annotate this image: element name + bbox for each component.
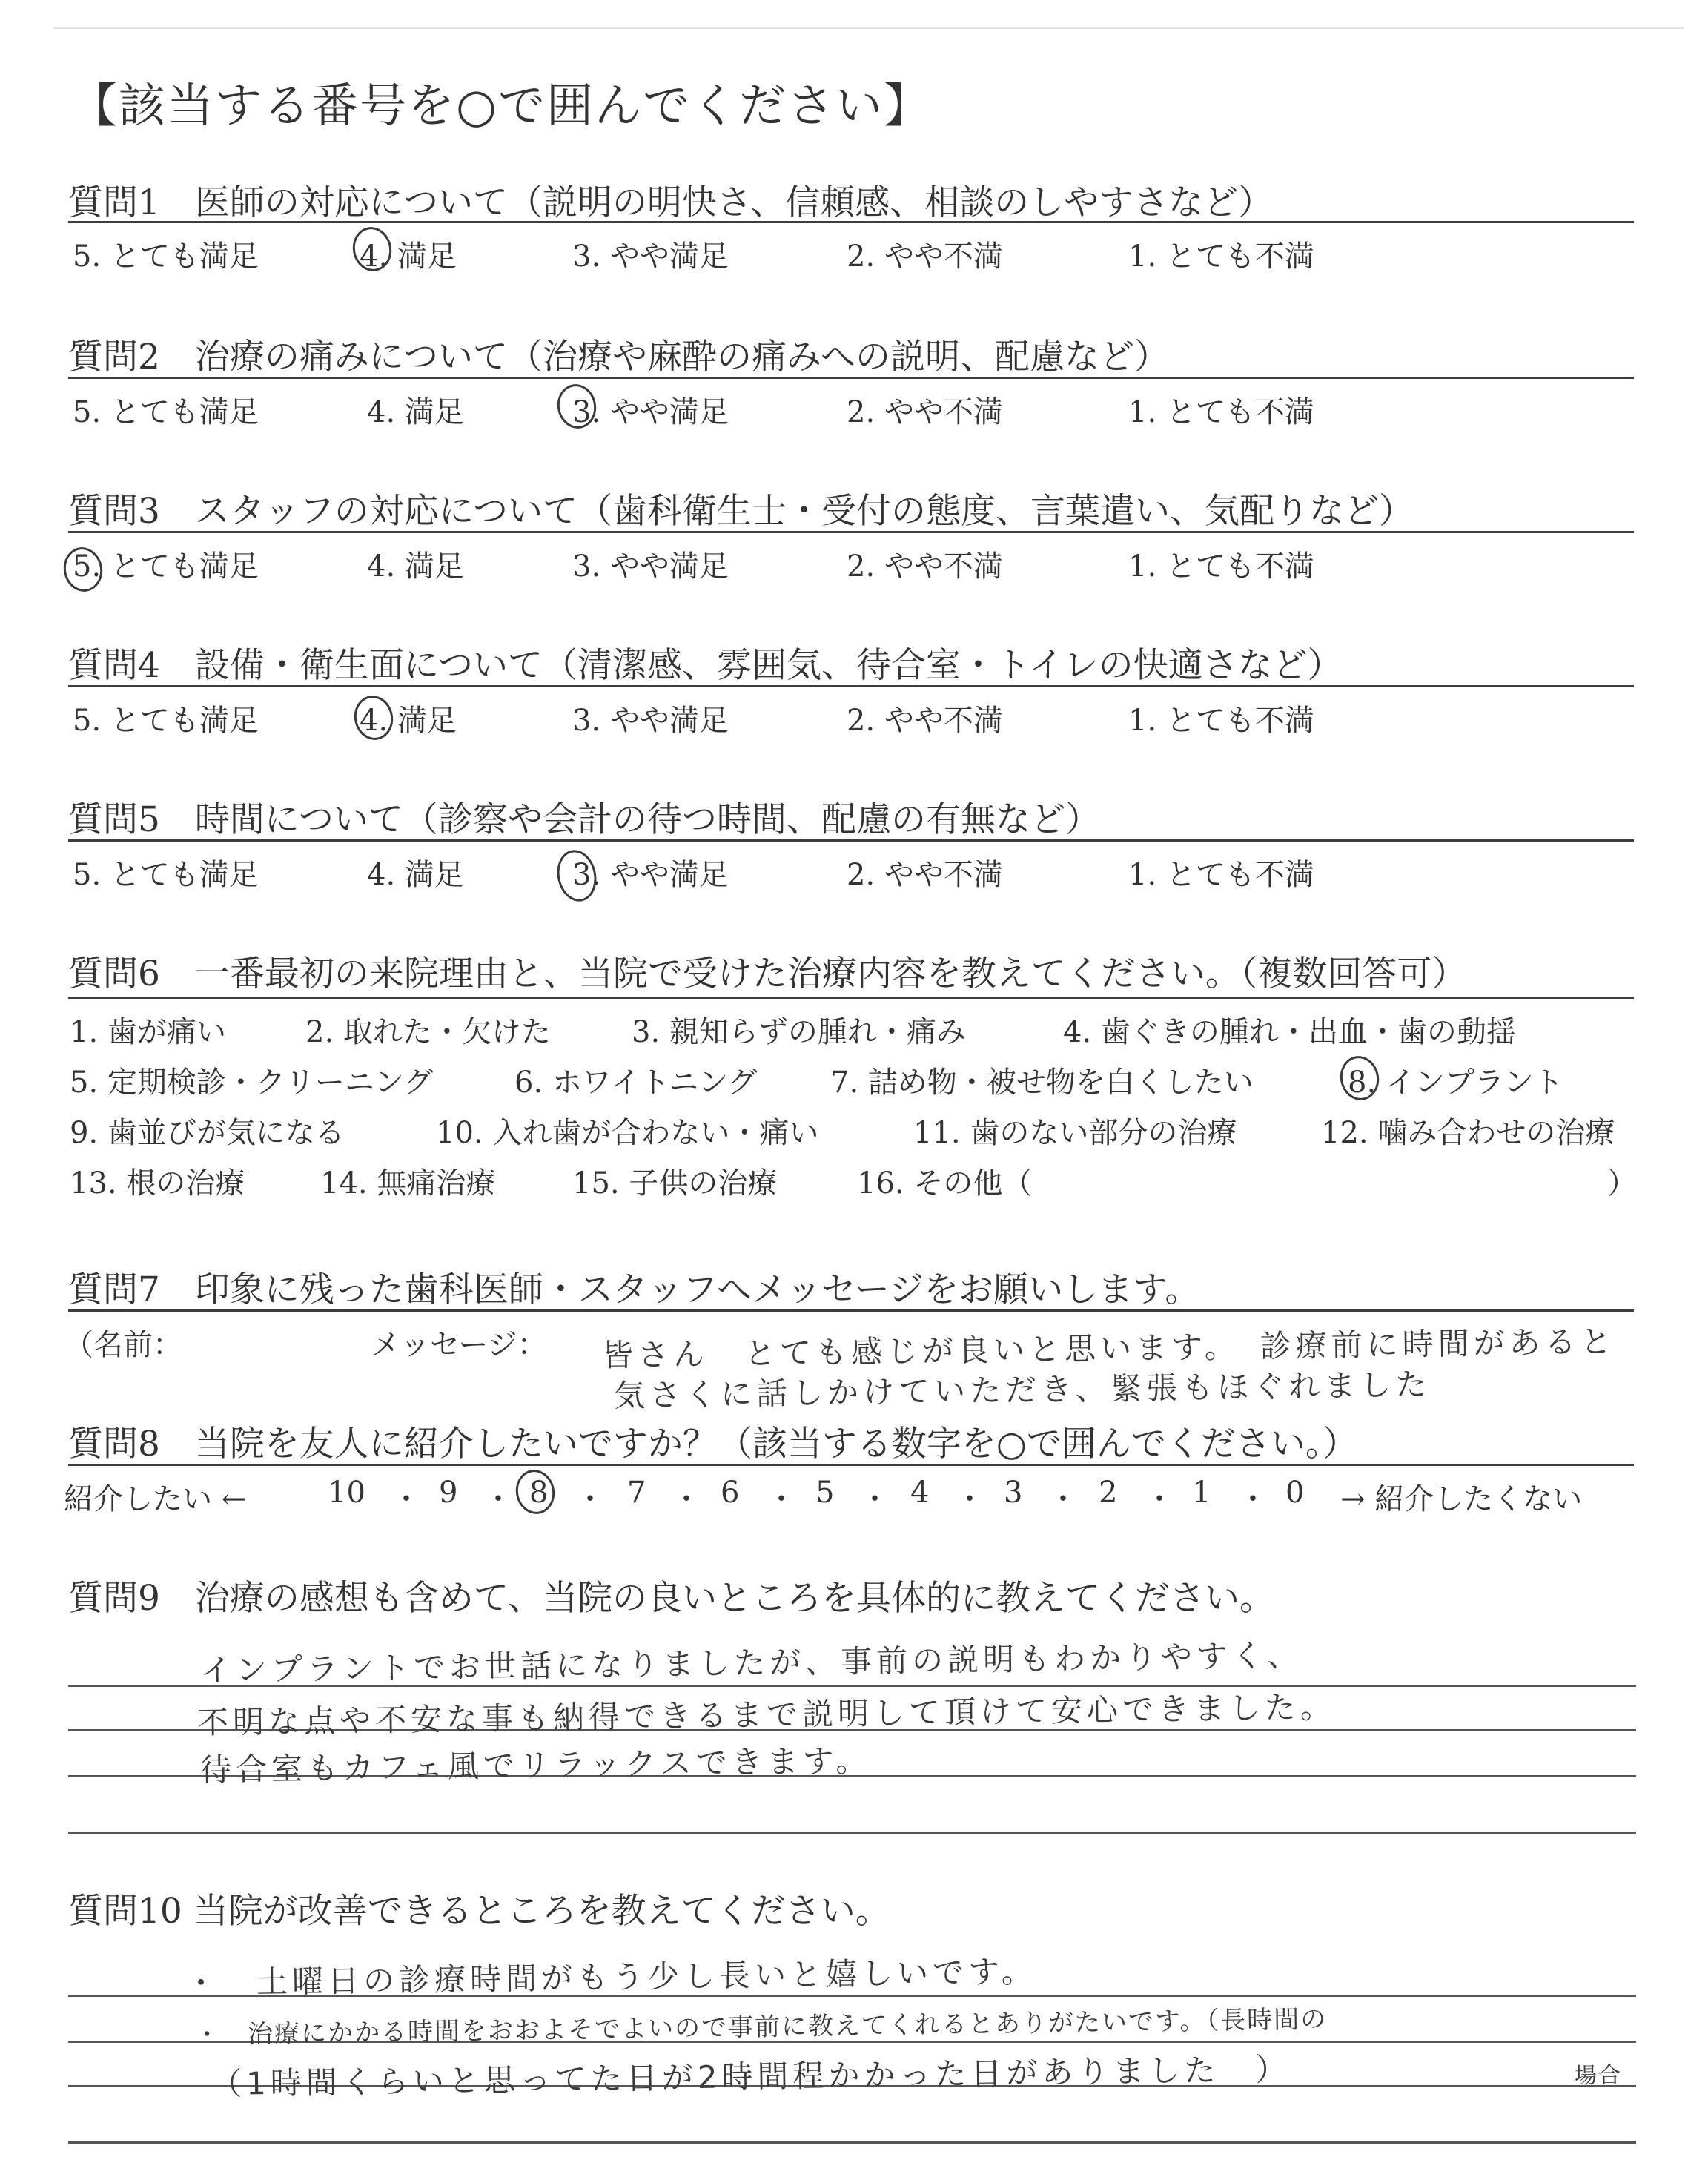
question-6-title: 質問6 一番最初の来院理由と、当院で受けた治療内容を教えてください。（複数回答可） bbox=[68, 954, 1467, 994]
q6-option-2[interactable]: 2. 取れた・欠けた bbox=[305, 1015, 551, 1049]
q1-option-2[interactable]: 2. やや不満 bbox=[847, 240, 1003, 274]
question-8-title: 質問8 当院を友人に紹介したいですか？（該当する数字を○で囲んでください。） bbox=[68, 1424, 1358, 1464]
question-2-title: 質問2 治療の痛みについて（治療や麻酔の痛みへの説明、配慮など） bbox=[68, 337, 1170, 377]
question-1-title: 質問1 医師の対応について（説明の明快さ、信頼感、相談のしやすさなど） bbox=[68, 182, 1274, 223]
question-7-rule bbox=[68, 1309, 1634, 1312]
q6-option-4[interactable]: 4. 歯ぐきの腫れ・出血・歯の動揺 bbox=[1063, 1015, 1516, 1049]
q6-option-15[interactable]: 15. 子供の治療 bbox=[572, 1166, 778, 1200]
q2-option-1[interactable]: 1. とても不満 bbox=[1128, 395, 1314, 429]
question-10-title: 質問10 当院が改善できるところを教えてください。 bbox=[68, 1891, 890, 1932]
q4-option-3[interactable]: 3. やや満足 bbox=[572, 704, 729, 738]
question-1-rule bbox=[68, 221, 1634, 223]
q10-answer-handwritten-line-2: ・ 治療にかかる時間をおおよそでよいので事前に教えてくれるとありがたいです。（長時間の bbox=[193, 2004, 1328, 2050]
q1-option-1[interactable]: 1. とても不満 bbox=[1128, 240, 1314, 274]
q4-option-2[interactable]: 2. やや不満 bbox=[847, 704, 1003, 738]
q6-option-5[interactable]: 5. 定期検診・クリーニング bbox=[70, 1066, 434, 1100]
q1-option-5[interactable]: 5. とても満足 bbox=[73, 240, 259, 274]
q7-name-label: （名前： bbox=[64, 1328, 182, 1362]
q9-answer-line bbox=[68, 1832, 1636, 1834]
q6-option-3[interactable]: 3. 親知らずの腫れ・痛み bbox=[632, 1015, 966, 1049]
q6-option-14[interactable]: 14. 無痛治療 bbox=[320, 1166, 496, 1200]
q6-option-9[interactable]: 9. 歯並びが気になる bbox=[70, 1116, 345, 1150]
q9-answer-handwritten-line-3: 待合室もカフェ風でリラックスできます。 bbox=[199, 1742, 872, 1789]
question-8-rule bbox=[68, 1464, 1634, 1466]
q3-option-4[interactable]: 4. 満足 bbox=[367, 549, 464, 584]
q5-option-1[interactable]: 1. とても不満 bbox=[1128, 858, 1314, 892]
q8-score-4[interactable]: 4 bbox=[910, 1476, 930, 1510]
q8-separator: ・ bbox=[955, 1482, 984, 1516]
q5-option-3[interactable]: 3. やや満足 bbox=[572, 858, 729, 892]
q8-score-0[interactable]: 0 bbox=[1285, 1476, 1305, 1510]
q8-separator: ・ bbox=[483, 1482, 513, 1516]
question-7-title: 質問7 印象に残った歯科医師・スタッフへメッセージをお願いします。 bbox=[68, 1269, 1200, 1310]
q8-separator: ・ bbox=[391, 1482, 421, 1516]
q6-option-8[interactable]: 8. インプラント bbox=[1348, 1066, 1563, 1100]
question-6-rule bbox=[68, 997, 1634, 999]
form-heading: 【該当する番号を○で囲んでください】 bbox=[70, 79, 932, 133]
q8-separator: ・ bbox=[860, 1482, 890, 1516]
q6-option-11[interactable]: 11. 歯のない部分の治療 bbox=[913, 1116, 1237, 1150]
q9-answer-handwritten-line-1: インプラントでお世話になりましたが、事前の説明もわかりやすく、 bbox=[199, 1636, 1303, 1689]
q3-option-2[interactable]: 2. やや不満 bbox=[847, 549, 1003, 584]
question-4-rule bbox=[68, 685, 1634, 687]
q5-option-4[interactable]: 4. 満足 bbox=[367, 858, 464, 892]
question-5-rule bbox=[68, 839, 1634, 842]
q8-score-9[interactable]: 9 bbox=[439, 1476, 458, 1510]
page-top-edge bbox=[53, 0, 1684, 29]
q8-separator: ・ bbox=[1145, 1482, 1174, 1516]
q5-option-2[interactable]: 2. やや不満 bbox=[847, 858, 1003, 892]
q4-option-4[interactable]: 4. 満足 bbox=[360, 704, 457, 738]
q2-option-5[interactable]: 5. とても満足 bbox=[73, 395, 259, 429]
q6-option-13[interactable]: 13. 根の治療 bbox=[70, 1166, 245, 1200]
q8-score-6[interactable]: 6 bbox=[721, 1476, 740, 1510]
q8-score-3[interactable]: 3 bbox=[1004, 1476, 1023, 1510]
q8-separator: ・ bbox=[672, 1482, 701, 1516]
q10-answer-handwritten-line-3: （1時間くらいと思ってた日が2時間程かかった日がありました ） bbox=[210, 2050, 1291, 2103]
q6-other-close-paren: ） bbox=[1607, 1166, 1637, 1200]
q1-option-3[interactable]: 3. やや満足 bbox=[572, 240, 729, 274]
q6-option-6[interactable]: 6. ホワイトニング bbox=[514, 1066, 758, 1100]
q2-option-4[interactable]: 4. 満足 bbox=[367, 395, 464, 429]
q8-separator: ・ bbox=[575, 1482, 605, 1516]
q6-option-16[interactable]: 16. その他（ bbox=[857, 1166, 1033, 1200]
q2-option-2[interactable]: 2. やや不満 bbox=[847, 395, 1003, 429]
q6-option-12[interactable]: 12. 噛み合わせの治療 bbox=[1321, 1116, 1615, 1150]
q10-margin-note: 場合 bbox=[1574, 2062, 1623, 2090]
question-3-rule bbox=[68, 531, 1634, 533]
question-9-title: 質問9 治療の感想も含めて、当院の良いところを具体的に教えてください。 bbox=[68, 1578, 1274, 1619]
q4-option-5[interactable]: 5. とても満足 bbox=[73, 704, 259, 738]
q6-option-1[interactable]: 1. 歯が痛い bbox=[70, 1015, 226, 1049]
q7-message-handwritten-line-2: 気さくに話しかけていただき、緊張もほぐれました bbox=[613, 1366, 1431, 1414]
q7-message-handwritten-line-1: 皆さん とても感じが良いと思います。 診療前に時間があると bbox=[601, 1323, 1616, 1374]
q8-score-1[interactable]: 1 bbox=[1192, 1476, 1211, 1510]
q6-option-7[interactable]: 7. 詰め物・被せ物を白くしたい bbox=[830, 1066, 1254, 1100]
q8-separator: ・ bbox=[1048, 1482, 1078, 1516]
q10-answer-line bbox=[68, 2141, 1636, 2144]
question-3-title: 質問3 スタッフの対応について（歯科衛生士・受付の態度、言葉遣い、気配りなど） bbox=[68, 491, 1414, 532]
q8-separator: ・ bbox=[1238, 1482, 1268, 1516]
q8-score-8[interactable]: 8 bbox=[529, 1476, 549, 1510]
q6-option-10[interactable]: 10. 入れ歯が合わない・痛い bbox=[436, 1116, 819, 1150]
q8-score-2[interactable]: 2 bbox=[1099, 1476, 1118, 1510]
q8-separator: ・ bbox=[767, 1482, 796, 1516]
q8-right-label: → 紹介したくない bbox=[1340, 1482, 1583, 1516]
q9-answer-handwritten-line-2: 不明な点や不安な事も納得できるまで説明して頂けて安心できました。 bbox=[196, 1688, 1337, 1741]
q8-score-10[interactable]: 10 bbox=[328, 1476, 365, 1510]
q3-option-5[interactable]: 5. とても満足 bbox=[73, 549, 259, 584]
q8-answer-circle bbox=[512, 1466, 558, 1518]
q2-option-3[interactable]: 3. やや満足 bbox=[572, 395, 729, 429]
question-5-title: 質問5 時間について（診察や会計の待つ時間、配慮の有無など） bbox=[68, 799, 1100, 840]
q3-option-1[interactable]: 1. とても不満 bbox=[1128, 549, 1314, 584]
question-2-rule bbox=[68, 377, 1634, 379]
q4-option-1[interactable]: 1. とても不満 bbox=[1128, 704, 1314, 738]
q1-option-4[interactable]: 4. 満足 bbox=[360, 240, 457, 274]
q7-message-label: メッセージ： bbox=[371, 1328, 547, 1362]
q8-score-7[interactable]: 7 bbox=[627, 1476, 646, 1510]
q8-score-5[interactable]: 5 bbox=[815, 1476, 835, 1510]
q8-left-label: 紹介したい ← bbox=[64, 1482, 247, 1516]
q5-option-5[interactable]: 5. とても満足 bbox=[73, 858, 259, 892]
q10-answer-handwritten-line-1: ・ 土曜日の診療時間がもう少し長いと嬉しいです。 bbox=[185, 1952, 1037, 2002]
q3-option-3[interactable]: 3. やや満足 bbox=[572, 549, 729, 584]
question-4-title: 質問4 設備・衛生面について（清潔感、雰囲気、待合室・トイレの快適さなど） bbox=[68, 645, 1343, 686]
